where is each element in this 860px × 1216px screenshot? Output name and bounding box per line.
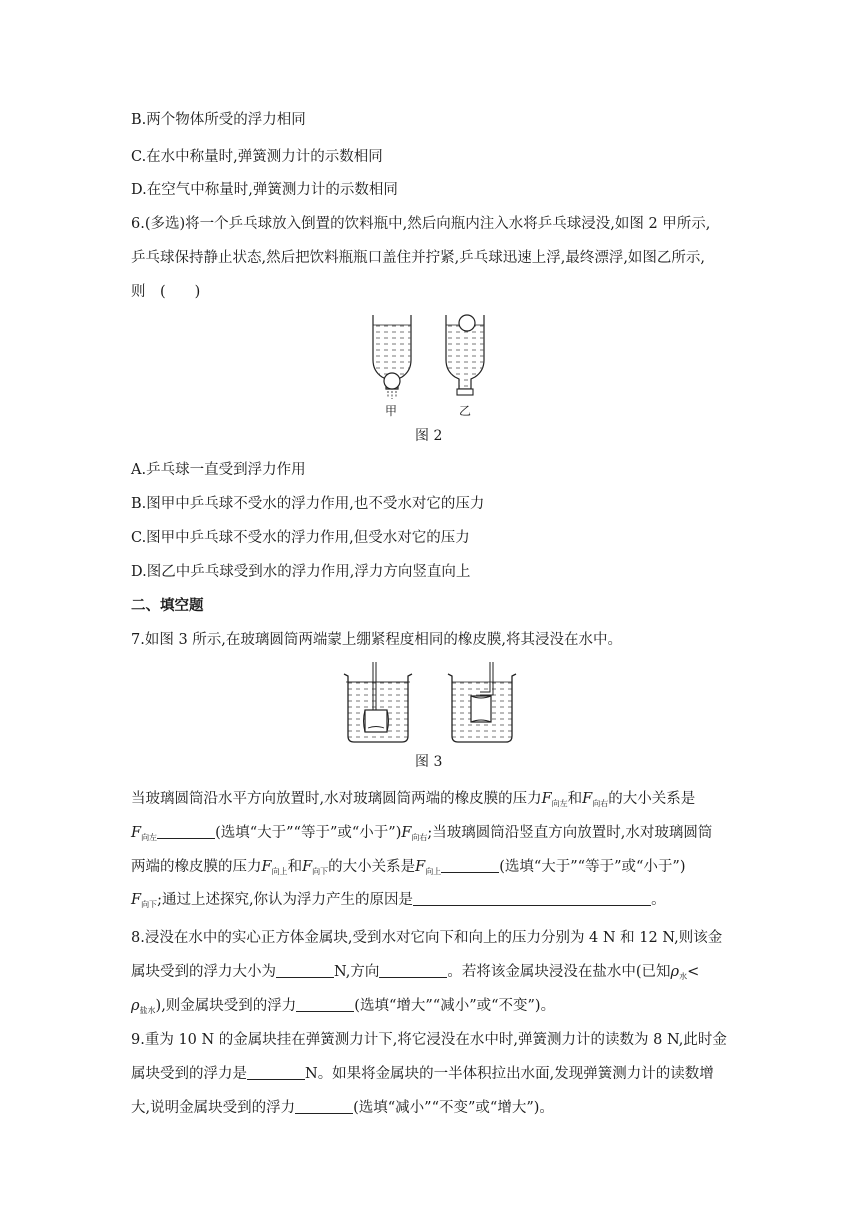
q8-line-1: 8.浸没在水中的实心正方体金属块,受到水对它向下和向上的压力分别为 4 N 和 12 N,则该金	[131, 930, 723, 946]
figure-2-label-left: 甲	[385, 404, 398, 418]
bottle-right	[446, 315, 484, 395]
q6-stem-line-3: 则 ( )	[131, 284, 201, 300]
q8-blank-2[interactable]	[379, 963, 447, 978]
q9-blank-1[interactable]	[247, 1065, 305, 1080]
figure-3-caption: 图 3	[415, 754, 443, 770]
bottle-left	[373, 315, 411, 399]
q8-line-2: 属块受到的浮力大小为 N,方向 。若将该金属块浸没在盐水中(已知$\rho_水<$	[131, 964, 700, 981]
q6-option-b: B.图甲中乒乓球不受水的浮力作用,也不受水对它的压力	[131, 496, 485, 512]
q7-line-2: $F_{向左}$ (选填“大于”“等于”或“小于$”)F_{向右}$;当玻璃圆筒沿竖直方向放置时,水对玻璃圆筒	[131, 825, 713, 842]
q7-line-4: $F_{向下}$;通过上述探究,你认为浮力产生的原因是 。	[131, 892, 666, 909]
q6-stem-line-1: 6.(多选)将一个乒乓球放入倒置的饮料瓶中,然后向瓶内注入水将乒乓球浸没,如图 2 甲所示,	[131, 216, 711, 232]
q6-option-d: D.图乙中乒乓球受到水的浮力作用,浮力方向竖直向上	[131, 564, 471, 580]
q9-line-2: 属块受到的浮力是 N。如果将金属块的一半体积拉出水面,发现弹簧测力计的读数增	[131, 1066, 714, 1082]
q7-blank-3[interactable]	[413, 891, 651, 906]
q7-blank-2[interactable]	[441, 858, 499, 873]
q5-option-c: C.在水中称量时,弹簧测力计的示数相同	[131, 149, 383, 165]
q7-line-1: 当玻璃圆筒沿水平方向放置时,水对玻璃圆筒两端的橡皮膜的压力$F_{向左}$和$F_{向右}$的大小关系是	[131, 791, 696, 808]
beaker-right	[448, 662, 516, 742]
section-heading-fill-in: 二、填空题	[131, 598, 204, 614]
q9-line-1: 9.重为 10 N 的金属块挂在弹簧测力计下,将它浸没在水中时,弹簧测力计的读数为 8 N,此时金	[131, 1032, 727, 1048]
beaker-left	[344, 662, 412, 742]
q8-blank-1[interactable]	[276, 963, 334, 978]
q7-intro: 7.如图 3 所示,在玻璃圆筒两端蒙上绷紧程度相同的橡皮膜,将其浸没在水中。	[131, 632, 622, 648]
figure-2-caption: 图 2	[415, 428, 443, 444]
q9-blank-2[interactable]	[295, 1099, 353, 1114]
q7-line-3: 两端的橡皮膜的压力$F_{向上}$和$F_{向下}$的大小关系是$F_{向上}$ (选填“大于”“等于”或“小于”)	[131, 859, 686, 876]
q5-option-b: B.两个物体所受的浮力相同	[131, 112, 306, 128]
figure-3-beakers	[340, 662, 520, 747]
q6-option-c: C.图甲中乒乓球不受水的浮力作用,但受水对它的压力	[131, 530, 470, 546]
q8-line-3: $\rho_{盐水}$),则金属块受到的浮力 (选填“增大”“减小”或“不变”)。	[131, 998, 556, 1015]
figure-2-label-right: 乙	[459, 404, 472, 418]
q6-stem-line-2: 乒乓球保持静止状态,然后把饮料瓶瓶口盖住并拧紧,乒乓球迅速上浮,最终漂浮,如图乙所示,	[131, 250, 706, 266]
q5-option-d: D.在空气中称量时,弹簧测力计的示数相同	[131, 182, 398, 198]
figure-2-bottles	[360, 305, 500, 420]
q8-blank-3[interactable]	[296, 997, 354, 1012]
q7-blank-1[interactable]	[157, 824, 215, 839]
q9-line-3: 大,说明金属块受到的浮力 (选填“减小”“不变”或“增大”)。	[131, 1100, 554, 1116]
q6-option-a: A.乒乓球一直受到浮力作用	[131, 462, 306, 478]
